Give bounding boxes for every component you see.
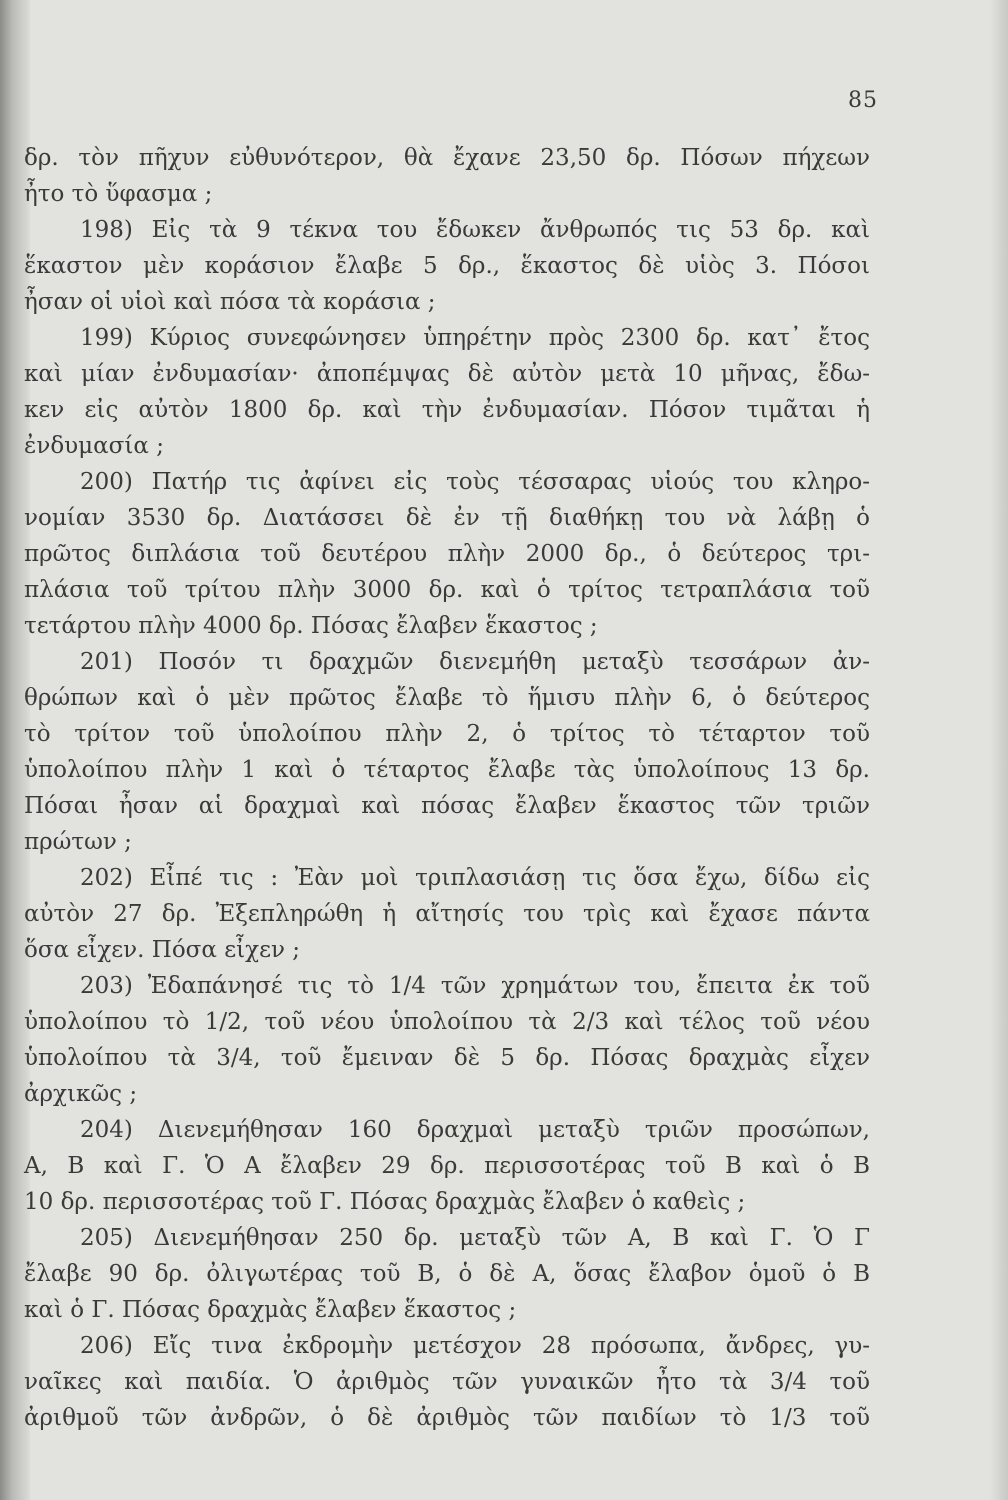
text-line: αὐτὸν 27 δρ. Ἐξεπληρώθη ἡ αἴτησίς του τρὶς καὶ ἔχασε πάντα (24, 901, 870, 927)
page-edge-shadow (990, 0, 1008, 1500)
text-line: θρώπων καὶ ὁ μὲν πρῶτος ἔλαβε τὸ ἥμισυ πλὴν 6, ὁ δεύτερος (24, 685, 870, 711)
text-line: ἐνδυμασία ; (24, 433, 164, 459)
text-line: 205) Διενεμήθησαν 250 δρ. μεταξὺ τῶν Α, Β καὶ Γ. Ὁ Γ (80, 1225, 870, 1251)
text-line: ἀρχικῶς ; (24, 1081, 138, 1107)
text-line: 10 δρ. περισσοτέρας τοῦ Γ. Πόσας δραχμὰς ἔλαβεν ὁ καθεὶς ; (24, 1189, 746, 1215)
text-line: 203) Ἐδαπάνησέ τις τὸ 1/4 τῶν χρημάτων του, ἔπειτα ἐκ τοῦ (80, 973, 870, 999)
text-line: πλάσια τοῦ τρίτου πλὴν 3000 δρ. καὶ ὁ τρίτος τετραπλάσια τοῦ (24, 577, 870, 603)
text-line: ὑπολοίπου τὸ 1/2, τοῦ νέου ὑπολοίπου τὰ 2/3 καὶ τέλος τοῦ νέου (24, 1009, 870, 1035)
text-line: νομίαν 3530 δρ. Διατάσσει δὲ ἐν τῇ διαθήκῃ του νὰ λάβῃ ὁ (24, 505, 870, 531)
text-body (24, 140, 870, 1436)
text-line: ἕκαστον μὲν κοράσιον ἔλαβε 5 δρ., ἕκαστος δὲ υἱὸς 3. Πόσοι (24, 253, 870, 279)
text-line: ναῖκες καὶ παιδία. Ὁ ἀριθμὸς τῶν γυναικῶν ἦτο τὰ 3/4 τοῦ (24, 1369, 870, 1395)
text-line: κεν εἰς αὐτὸν 1800 δρ. καὶ τὴν ἐνδυμασίαν. Πόσον τιμᾶται ἡ (24, 397, 870, 423)
text-line: πρῶτος διπλάσια τοῦ δευτέρου πλὴν 2000 δρ., ὁ δεύτερος τρι- (24, 541, 870, 567)
text-line: ἀριθμοῦ τῶν ἀνδρῶν, ὁ δὲ ἀριθμὸς τῶν παιδίων τὸ 1/3 τοῦ (24, 1405, 870, 1431)
text-line: 201) Ποσόν τι δραχμῶν διενεμήθη μεταξὺ τεσσάρων ἀν- (80, 649, 870, 675)
text-line: 204) Διενεμήθησαν 160 δραχμαὶ μεταξὺ τριῶν προσώπων, (80, 1117, 870, 1143)
text-line: Α, Β καὶ Γ. Ὁ Α ἔλαβεν 29 δρ. περισσοτέρας τοῦ Β καὶ ὁ Β (24, 1153, 870, 1179)
text-line: ὑπολοίπου τὰ 3/4, τοῦ ἔμειναν δὲ 5 δρ. Πόσας δραχμὰς εἶχεν (24, 1045, 870, 1071)
text-line: ἦσαν οἱ υἱοὶ καὶ πόσα τὰ κοράσια ; (24, 289, 436, 315)
text-line: ὅσα εἶχεν. Πόσα εἶχεν ; (24, 937, 301, 963)
text-line: 198) Εἰς τὰ 9 τέκνα του ἔδωκεν ἄνθρωπός τις 53 δρ. καὶ (80, 217, 870, 243)
text-line: δρ. τὸν πῆχυν εὐθυνότερον, θὰ ἔχανε 23,50 δρ. Πόσων πήχεων (24, 145, 870, 171)
text-line: 202) Εἶπέ τις : Ἐὰν μοὶ τριπλασιάσῃ τις ὅσα ἔχω, δίδω εἰς (80, 865, 870, 891)
text-line: ὑπολοίπου πλὴν 1 καὶ ὁ τέταρτος ἔλαβε τὰς ὑπολοίπους 13 δρ. (24, 757, 870, 783)
text-line: ἔλαβε 90 δρ. ὀλιγωτέρας τοῦ Β, ὁ δὲ Α, ὅσας ἔλαβον ὁμοῦ ὁ Β (24, 1261, 870, 1287)
text-line: καὶ μίαν ἐνδυμασίαν· ἀποπέμψας δὲ αὐτὸν μετὰ 10 μῆνας, ἔδω- (24, 361, 870, 387)
text-line: τὸ τρίτον τοῦ ὑπολοίπου πλὴν 2, ὁ τρίτος τὸ τέταρτον τοῦ (24, 721, 870, 747)
text-line: Πόσαι ἦσαν αἱ δραχμαὶ καὶ πόσας ἔλαβεν ἕκαστος τῶν τριῶν (24, 793, 870, 819)
text-line: ἦτο τὸ ὕφασμα ; (24, 181, 213, 207)
text-line: καὶ ὁ Γ. Πόσας δραχμὰς ἔλαβεν ἕκαστος ; (24, 1297, 517, 1323)
page-number: 85 (848, 88, 878, 113)
text-line: πρώτων ; (24, 829, 132, 855)
text-line: 200) Πατήρ τις ἀφίνει εἰς τοὺς τέσσαρας υἱούς του κληρο- (80, 469, 870, 495)
text-line: τετάρτου πλὴν 4000 δρ. Πόσας ἔλαβεν ἕκαστος ; (24, 613, 598, 639)
text-line: 199) Κύριος συνεφώνησεν ὑπηρέτην πρὸς 2300 δρ. κατ᾽ ἔτος (80, 325, 870, 351)
text-line: 206) Εἴς τινα ἐκδρομὴν μετέσχον 28 πρόσωπα, ἄνδρες, γυ- (80, 1333, 870, 1359)
